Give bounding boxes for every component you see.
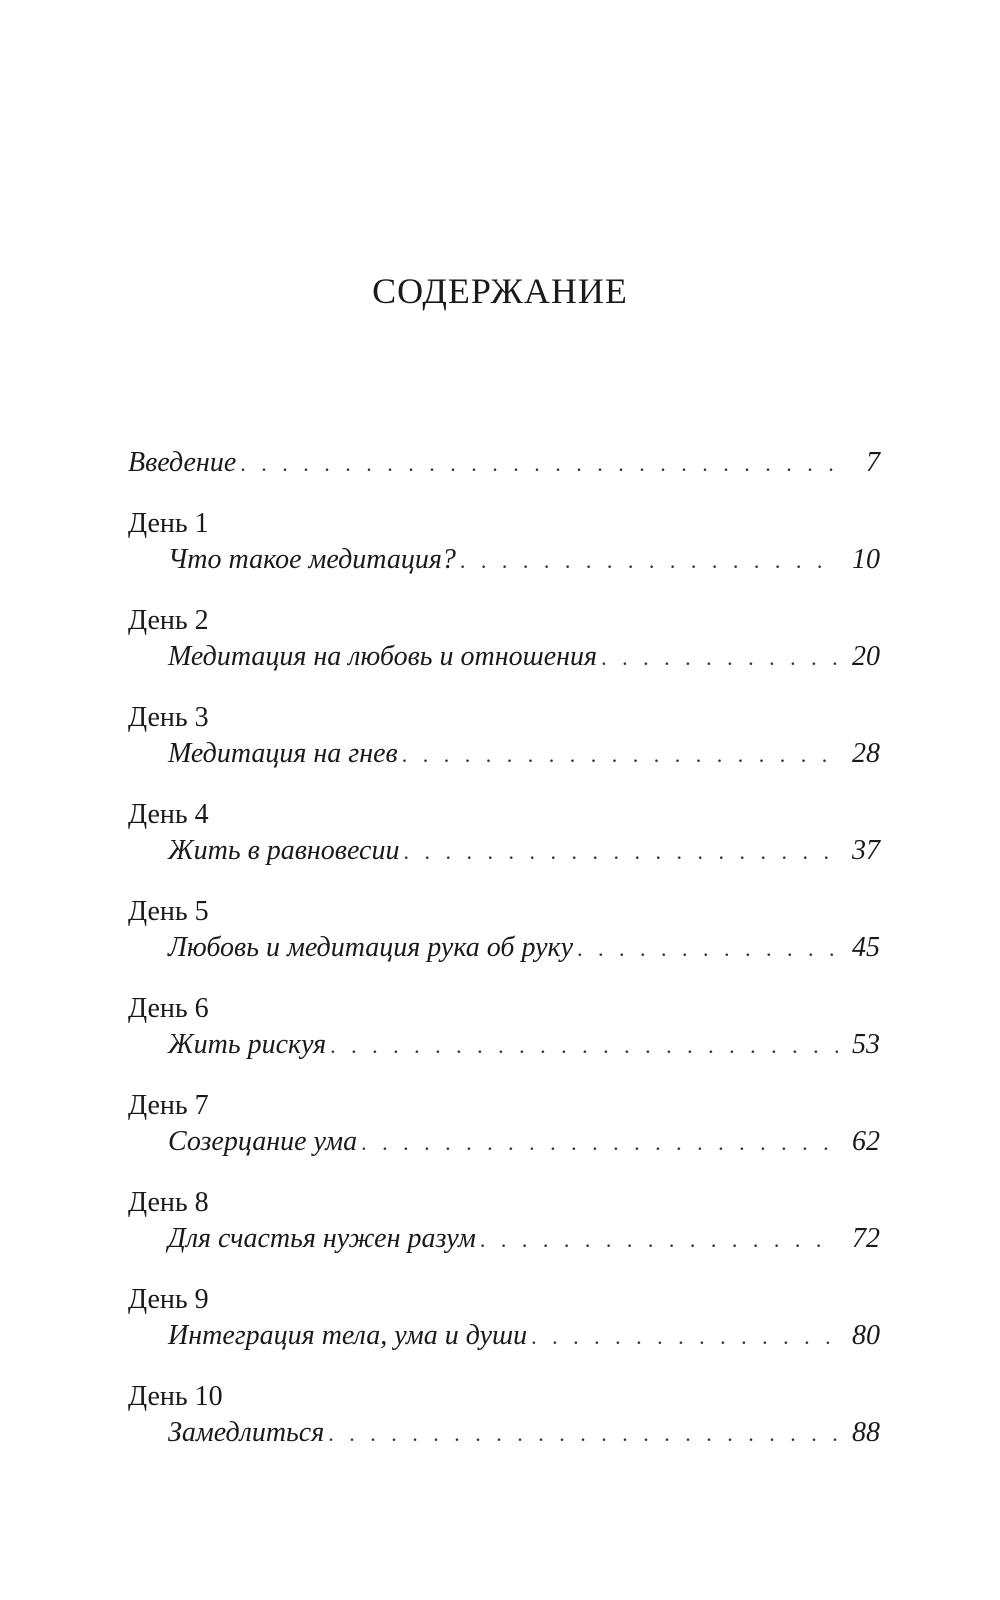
dot-leader (460, 548, 838, 574)
day-heading: День 5 (128, 896, 209, 927)
dot-leader (402, 742, 838, 768)
day-heading: День 3 (128, 702, 209, 733)
toc-intro-line (128, 447, 880, 487)
toc-chapter-line (128, 835, 880, 875)
chapter-page: 80 (852, 1320, 880, 1351)
chapter-page: 88 (852, 1417, 880, 1448)
toc-chapter-line (128, 544, 880, 584)
chapter-title: Жить в равновесии (168, 835, 400, 866)
dot-leader (531, 1324, 838, 1350)
day-heading: День 4 (128, 799, 209, 830)
day-heading: День 7 (128, 1090, 209, 1121)
toc-intro-page: 7 (866, 447, 880, 478)
chapter-title: Медитация на гнев (168, 738, 398, 769)
dot-leader (361, 1130, 838, 1156)
chapter-title: Интеграция тела, ума и души (168, 1320, 528, 1351)
dot-leader (403, 839, 838, 865)
day-heading: День 8 (128, 1187, 209, 1218)
toc-chapter-line (128, 932, 880, 972)
chapter-page: 72 (852, 1223, 880, 1254)
chapter-page: 45 (852, 932, 880, 963)
dot-leader (480, 1227, 838, 1253)
chapter-page: 37 (852, 835, 880, 866)
dot-leader (330, 1033, 838, 1059)
day-heading: День 1 (128, 508, 209, 539)
toc-chapter-line (128, 641, 880, 681)
toc-day-group (128, 601, 880, 681)
toc-day-group (128, 1086, 880, 1166)
chapter-page: 10 (852, 544, 880, 575)
dot-leader (240, 451, 838, 477)
dot-leader (328, 1421, 838, 1447)
toc-day-group (128, 795, 880, 875)
toc-day-group (128, 1183, 880, 1263)
chapter-page: 62 (852, 1126, 880, 1157)
chapter-title: Жить рискуя (168, 1029, 327, 1060)
toc-chapter-line (128, 738, 880, 778)
chapter-title: Медитация на любовь и отношения (168, 641, 598, 672)
chapter-page: 20 (852, 641, 880, 672)
chapter-title: Любовь и медитация рука об руку (168, 932, 574, 963)
day-heading: День 9 (128, 1284, 209, 1315)
chapter-title: Замедлиться (168, 1417, 325, 1448)
day-heading: День 2 (128, 605, 209, 636)
chapter-title: Что такое медитация? (168, 544, 456, 575)
table-of-contents (128, 447, 880, 1457)
toc-chapter-line (128, 1223, 880, 1263)
chapter-title: Для счастья нужен разум (168, 1223, 476, 1254)
dot-leader (601, 645, 838, 671)
toc-chapter-line (128, 1320, 880, 1360)
chapter-title: Созерцание ума (168, 1126, 358, 1157)
day-heading: День 10 (128, 1381, 223, 1412)
toc-day-group (128, 504, 880, 584)
toc-chapter-line (128, 1417, 880, 1457)
toc-day-group (128, 1280, 880, 1360)
chapter-page: 28 (852, 738, 880, 769)
toc-chapter-line (128, 1029, 880, 1069)
chapter-page: 53 (852, 1029, 880, 1060)
toc-day-group (128, 1377, 880, 1457)
day-heading: День 6 (128, 993, 209, 1024)
toc-day-group (128, 892, 880, 972)
toc-day-group (128, 698, 880, 778)
toc-intro-label: Введение (128, 447, 237, 478)
toc-day-group (128, 989, 880, 1069)
dot-leader (577, 936, 838, 962)
toc-chapter-line (128, 1126, 880, 1166)
page-title: СОДЕРЖАНИЕ (372, 271, 628, 311)
